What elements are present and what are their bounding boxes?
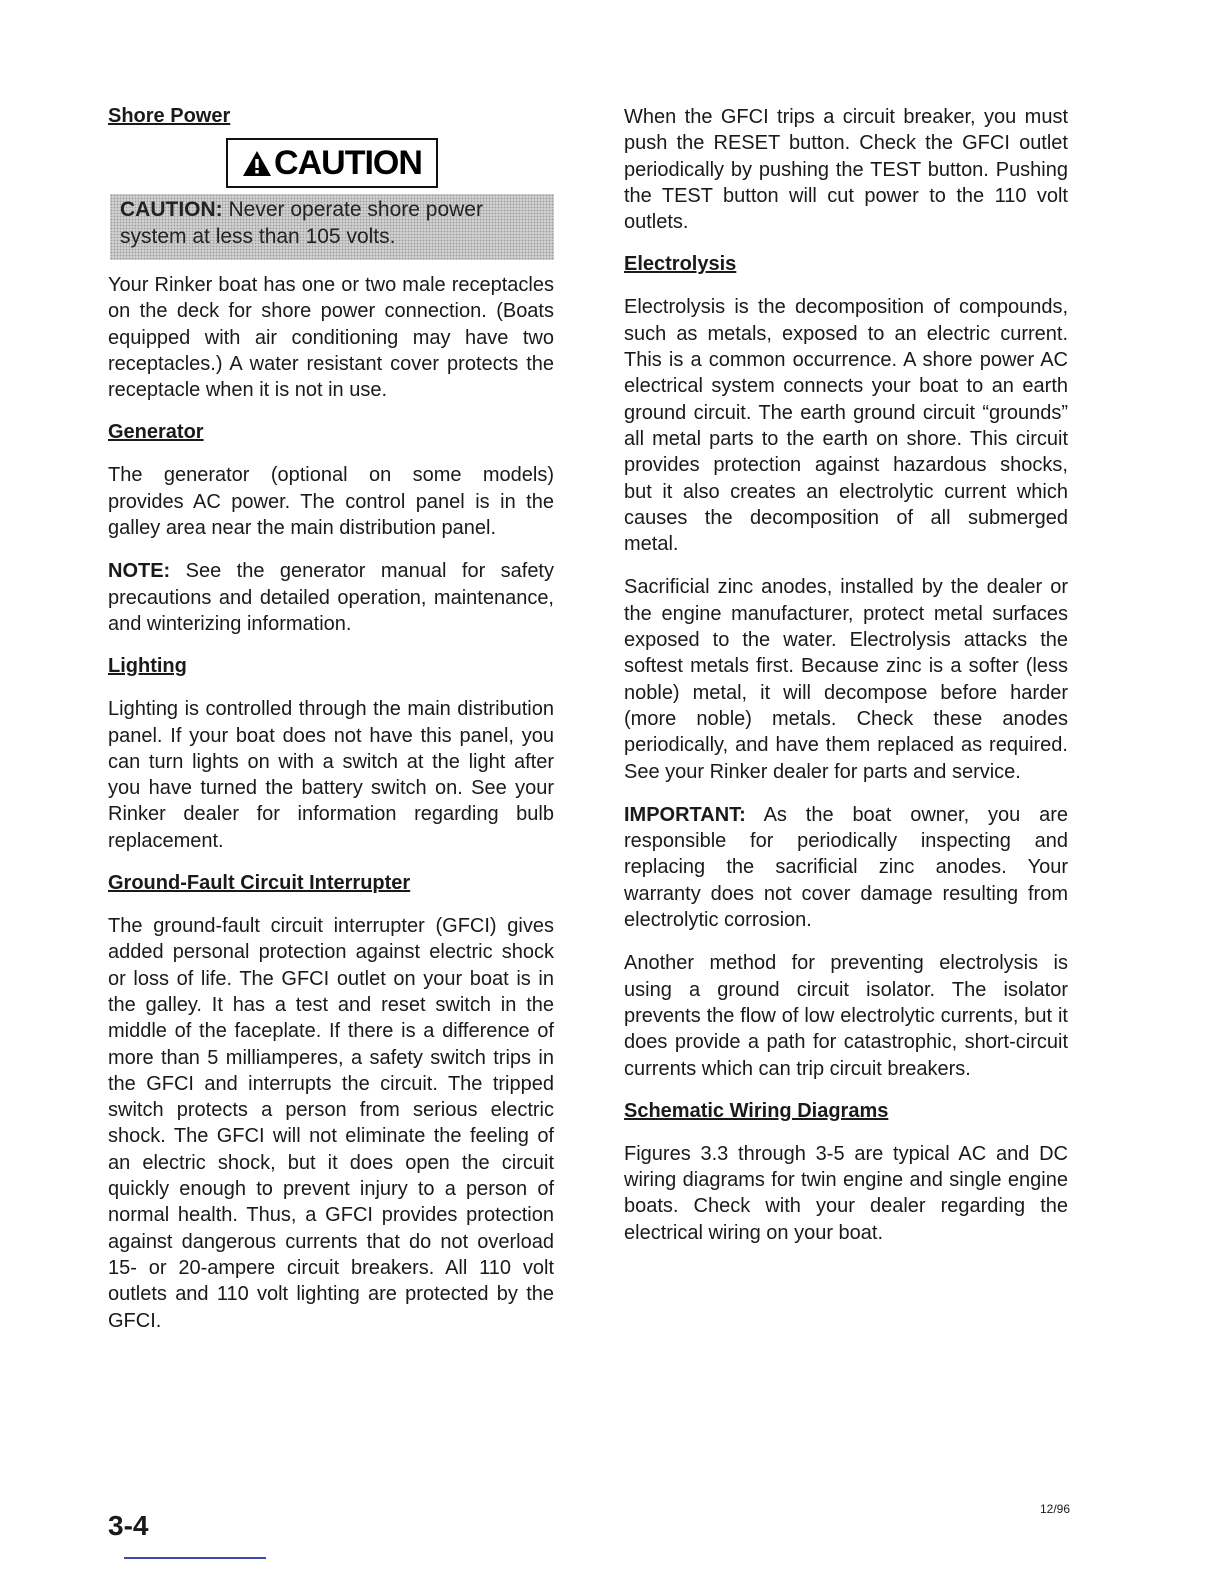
right-column (624, 104, 1068, 1263)
important-label: IMPORTANT: (624, 803, 746, 826)
important-text: As the boat owner, you are responsible for periodically inspecting and replacing the sacrificial zinc anodes. Your warranty does not cover damage resulting from electrolytic corrosion. (624, 803, 1068, 932)
lighting-body: Lighting is controlled through the main distribution panel. If your boat does not have this panel, you can turn lights on with a switch at the light after you have turned the battery switch on. See your Rinker dealer for information regarding bulb replacement. (108, 698, 554, 852)
shore-power-heading: Shore Power (108, 105, 231, 127)
shore-power-body: Your Rinker boat has one or two male receptacles on the deck for shore power connection. (Boats equipped with air conditioning may have two receptacles.) A water resistant cover protects the receptacle when it is not in use. (108, 274, 554, 402)
generator-heading: Generator (108, 421, 204, 444)
left-column (108, 104, 554, 1351)
important-note (624, 802, 1068, 933)
electrolysis-p2: Sacrificial zinc anodes, installed by the dealer or the engine manufacturer, protect metal surfaces exposed to the water. Electrolysis attacks the softest metals first. Because zinc is a softer (less noble) metal, it will decompose before harder (more noble) metals. Check these anodes periodically, and have them replaced as required. See your Rinker dealer for parts and service. (624, 576, 1068, 783)
caution-block (108, 104, 554, 254)
generator-note (108, 558, 554, 637)
schematic-body: Figures 3.3 through 3-5 are typical AC and DC wiring diagrams for twin engine and single engine boats. Check with your dealer regarding the electrical wiring on your boat. (624, 1142, 1068, 1244)
gfci-reset-body: When the GFCI trips a circuit breaker, you must push the RESET button. Check the GFCI outlet periodically by pushing the TEST button. Pushing the TEST button will cut power to the 110 volt outlets. (624, 106, 1068, 234)
note-text: See the generator manual for safety precautions and detailed operation, maintenance, and winterizing information. (108, 560, 554, 635)
lighting-heading: Lighting (108, 655, 187, 678)
caution-label: CAUTION: (120, 198, 223, 221)
footer-divider (124, 1557, 266, 1559)
caution-banner-text: CAUTION (274, 143, 422, 182)
electrolysis-p1: Electrolysis is the decomposition of compounds, such as metals, exposed to an electric current. This is a common occurrence. A shore power AC electrical system connects your boat to an earth ground circuit. The earth ground circuit “grounds” all metal parts to the earth on shore. This circuit provides protection against hazardous shocks, but it also creates an electrolytic current which causes the decomposition of all submerged metal. (624, 296, 1068, 556)
revision-date: 12/96 (1040, 1502, 1071, 1516)
caution-message-text: Never operate shore power system at less than 105 volts. (120, 198, 483, 248)
generator-body: The generator (optional on some models) provides AC power. The control panel is in the galley area near the main distribution panel. (108, 464, 554, 540)
page-number: 3-4 (108, 1510, 149, 1541)
electrolysis-heading: Electrolysis (624, 253, 737, 276)
electrolysis-p4: Another method for preventing electrolysis is using a ground circuit isolator. The isolator prevents the flow of low electrolytic currents, but it does provide a path for catastrophic, short-circuit currents which can trip circuit breakers. (624, 952, 1068, 1080)
gfci-heading: Ground-Fault Circuit Interrupter (108, 872, 411, 895)
caution-message (110, 194, 554, 260)
warning-triangle-icon (242, 150, 272, 177)
note-label: NOTE: (108, 560, 171, 583)
caution-banner (226, 138, 438, 188)
schematic-heading: Schematic Wiring Diagrams (624, 1099, 889, 1122)
gfci-body: The ground-fault circuit interrupter (GFCI) gives added personal protection against electric shock or loss of life. The GFCI outlet on your boat is in the galley. It has a test and reset switch in the middle of the faceplate. If there is a difference of more than 5 milliamperes, a safety switch trips in the GFCI and interrupts the circuit. The tripped switch protects a person from serious electric shock. The GFCI will not eliminate the feeling of an electric shock, but it does open the circuit quickly enough to prevent injury to a person of normal health. Thus, a GFCI provides protection against dangerous currents that do not overload 15- or 20-ampere circuit breakers. All 110 volt outlets and 110 volt lighting are protected by the GFCI. (108, 915, 554, 1332)
